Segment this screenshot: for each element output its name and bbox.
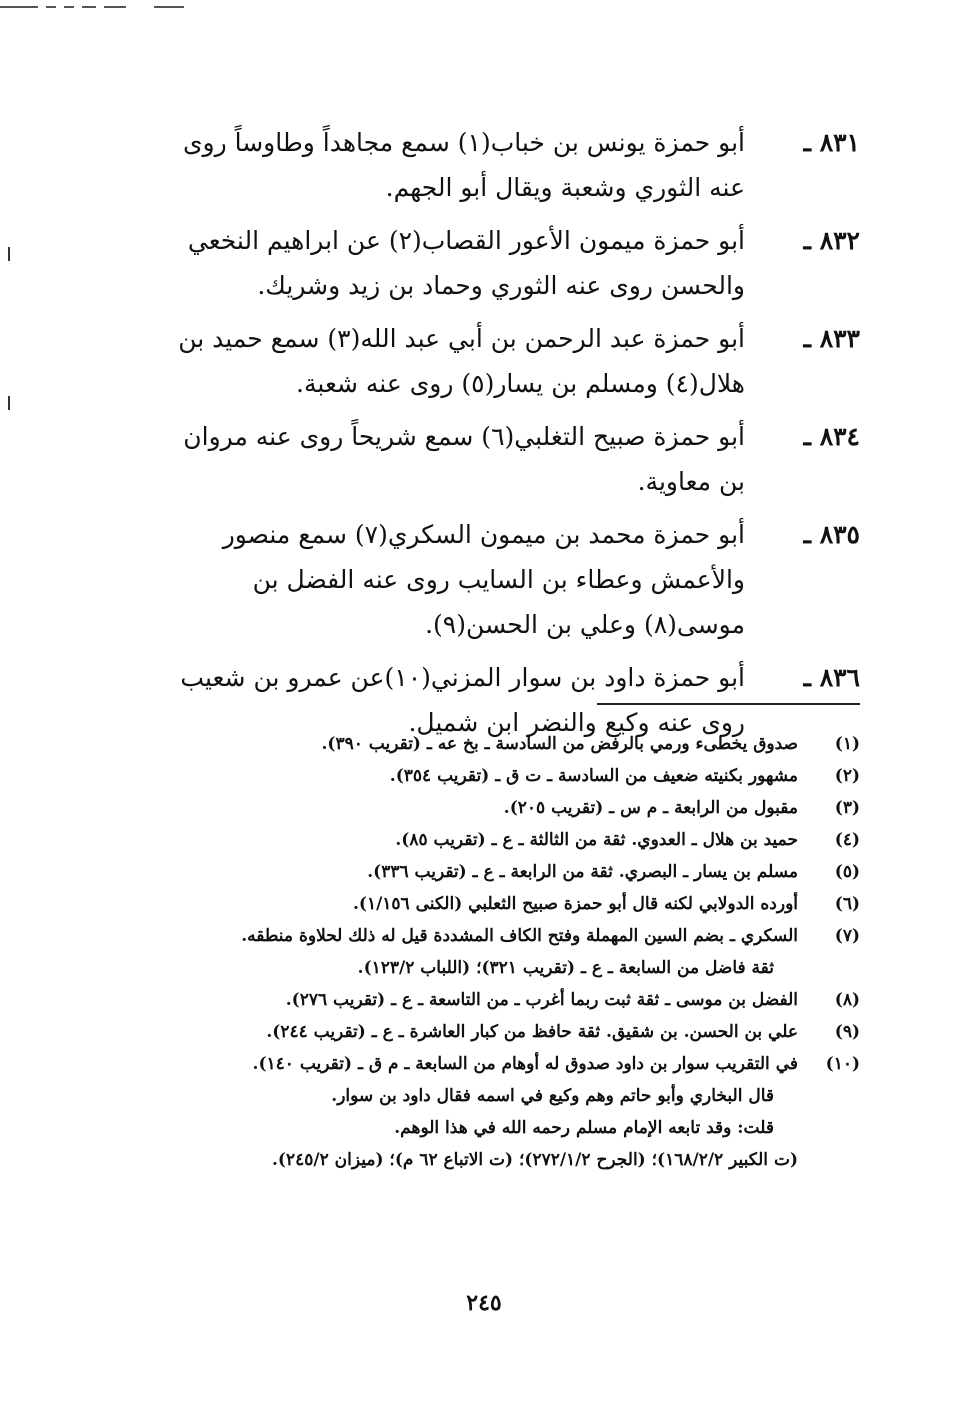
entries-list [150, 120, 860, 753]
scan-artifact [8, 247, 10, 261]
footnote-text: أورده الدولابي لكنه قال أبو حمزة صبيح الثعلبي (الكنى ١/١٥٦). [352, 894, 798, 914]
entry [150, 120, 860, 210]
entry-text: أبو حمزة ميمون الأعور القصاب(٢) عن ابراهيم النخعي والحسن روى عنه الثوري وحماد بن زيد وشريك. [187, 226, 745, 300]
footnote-text: الفضل بن موسى ـ ثقة ثبت ربما أغرب ـ من التاسعة ـ ع ـ (تقريب ٢٧٦). [285, 990, 798, 1010]
footnote-text: علي بن الحسن. بن شقيق. ثقة حافظ من كبار العاشرة ـ ع ـ (تقريب ٢٤٤). [266, 1022, 798, 1042]
entry-text: أبو حمزة داود بن سوار المزني(١٠)عن عمرو بن شعيب روى عنه وكيع والنضر ابن شميل. [180, 663, 745, 737]
entry [150, 414, 860, 504]
footnote-text: صدوق يخطىء ورمي بالرفض من السادسة ـ بخ عه ـ (تقريب ٣٩٠). [321, 734, 798, 754]
footnotes [160, 728, 860, 1176]
footnote-text: حميد بن هلال ـ العدوي. ثقة من الثالثة ـ ع ـ (تقريب ٨٥). [395, 830, 798, 850]
footnote-number: (٤) [834, 830, 860, 850]
entry [150, 218, 860, 308]
footnote-number: (٨) [834, 990, 860, 1010]
footnote-text: السكري ـ بضم السين المهملة وفتح الكاف المشددة قيل له ذلك لحلاوة منطقه. [241, 926, 798, 946]
footnote-number: (٣) [834, 798, 860, 818]
footnote-number: (٥) [834, 862, 860, 882]
footnote [160, 984, 860, 1016]
footnote-text: مشهور بكنيته ضعيف من السادسة ـ ت ق ـ (تقريب ٣٥٤). [389, 766, 798, 786]
footnote [160, 888, 860, 920]
entry [150, 512, 860, 647]
entry [150, 316, 860, 406]
footnote-text: في التقريب سوار بن داود صدوق له أوهام من السابعة ـ م ق ـ (تقريب ١٤٠). [252, 1054, 798, 1074]
entry-number: ٨٣٥ ـ [803, 520, 860, 549]
entry-text: أبو حمزة صبيح التغلبي(٦) سمع شريحاً روى عنه مروان بن معاوية. [183, 422, 745, 496]
entry-number: ٨٣٦ ـ [803, 663, 860, 692]
footnote-number: (١) [834, 734, 860, 754]
footnote-number: (٢) [834, 766, 860, 786]
scan-artifact [8, 396, 10, 410]
footnote-text: (ت الكبير ١٦٨/٢/٢)؛ (الجرح ٢٧٢/١/٢)؛ (ت الاتباع ٦٢ م)؛ (ميزان ٢٤٥/٢). [272, 1150, 798, 1170]
footnote [160, 856, 860, 888]
footnote-text: قال البخاري وأبو حاتم وهم وكيع في اسمه فقال داود بن سوار. [331, 1086, 774, 1106]
footnote [160, 824, 860, 856]
footnote-number: (٧) [834, 926, 860, 946]
page-number: ٢٤٥ [466, 1290, 502, 1316]
footnote-number: (٦) [834, 894, 860, 914]
footnote-divider [597, 703, 860, 705]
entry-number: ٨٣٤ ـ [803, 422, 860, 451]
footnote [160, 792, 860, 824]
footnote-text: مسلم بن يسار ـ البصري. ثقة من الرابعة ـ ع ـ (تقريب ٣٣٦). [367, 862, 798, 882]
footnote [160, 1048, 860, 1176]
footnote-number: (٩) [834, 1022, 860, 1042]
entry-text: أبو حمزة محمد بن ميمون السكري(٧) سمع منصور والأعمش وعطاء بن السايب روى عنه الفضل بن موسى(٨) وعلي بن الحسن(٩). [222, 520, 745, 639]
footnote [160, 920, 860, 984]
entry-number: ٨٣١ ـ [803, 128, 860, 157]
footnote-text: قلت: وقد تابعه الإمام مسلم رحمه الله في هذا الوهم. [394, 1118, 774, 1138]
entry-text: أبو حمزة يونس بن خباب(١) سمع مجاهداً وطاوساً روى عنه الثوري وشعبة ويقال أبو الجهم. [182, 128, 745, 202]
entry-number: ٨٣٢ ـ [803, 226, 860, 255]
footnote-text: ثقة فاضل من السابعة ـ ع ـ (تقريب ٣٢١)؛ (اللباب ١٢٣/٢). [357, 958, 774, 978]
footnote-number: (١٠) [825, 1054, 860, 1074]
footnote [160, 1016, 860, 1048]
entry-number: ٨٣٣ ـ [803, 324, 860, 353]
entry-text: أبو حمزة عبد الرحمن بن أبي عبد الله(٣) سمع حميد بن هلال(٤) ومسلم بن يسار(٥) روى عنه شعبة. [178, 324, 745, 398]
footnote-text: مقبول من الرابعة ـ م س ـ (تقريب ٢٠٥). [503, 798, 798, 818]
footnote [160, 728, 860, 760]
scan-artifact [0, 6, 192, 8]
footnote [160, 760, 860, 792]
